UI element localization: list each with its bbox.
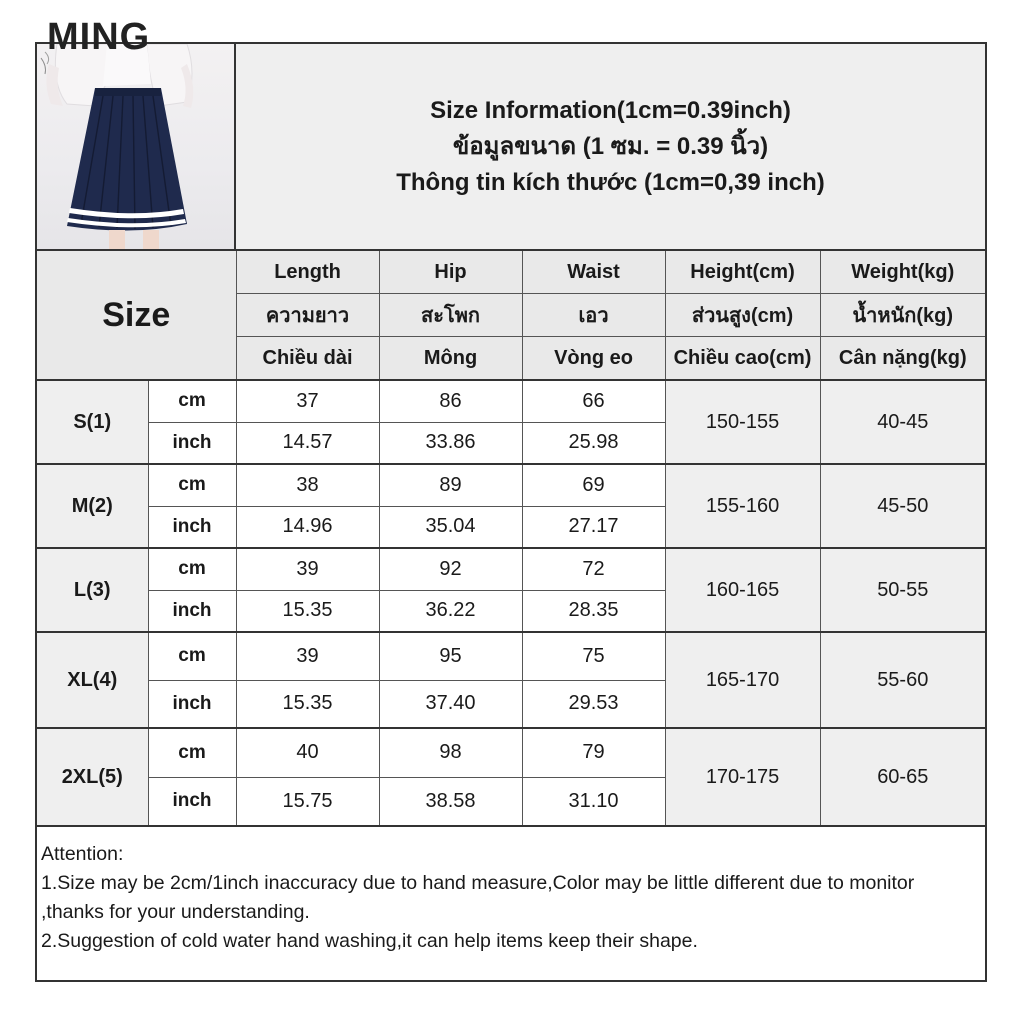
height-range: 170-175 [665, 728, 820, 826]
header-length-vietnamese: Chiều dài [236, 337, 379, 381]
length-cm: 40 [236, 728, 379, 777]
header-weight-thai: น้ำหนัก(kg) [820, 294, 985, 337]
weight-range: 55-60 [820, 632, 985, 728]
header-waist-vietnamese: Vòng eo [522, 337, 665, 381]
length-cm: 39 [236, 632, 379, 680]
header-hip: Hip [379, 251, 522, 294]
height-range: 150-155 [665, 380, 820, 464]
attention-note-1: 1.Size may be 2cm/1inch inaccuracy due to hand measure,Color may be little different due to monitor ,thanks for your understanding. [41, 872, 915, 923]
hip-cm: 95 [379, 632, 522, 680]
header-waist: Waist [522, 251, 665, 294]
table-row [37, 380, 985, 422]
hip-inch: 33.86 [379, 422, 522, 464]
length-cm: 38 [236, 464, 379, 506]
unit-cm: cm [148, 728, 236, 777]
size-column-header: Size [37, 251, 236, 380]
hip-inch: 37.40 [379, 680, 522, 728]
table-row [37, 548, 985, 590]
table-row [37, 464, 985, 506]
title-english: Size Information(1cm=0.39inch) [430, 96, 791, 124]
unit-cm: cm [148, 464, 236, 506]
waist-inch: 31.10 [522, 777, 665, 826]
unit-inch: inch [148, 777, 236, 826]
header-height: Height(cm) [665, 251, 820, 294]
unit-cm: cm [148, 548, 236, 590]
length-inch: 14.57 [236, 422, 379, 464]
table-row [37, 728, 985, 777]
product-photo [37, 44, 236, 249]
size-chart-sheet [35, 42, 987, 982]
length-inch: 15.35 [236, 590, 379, 632]
header-height-vietnamese: Chiều cao(cm) [665, 337, 820, 381]
header-weight: Weight(kg) [820, 251, 985, 294]
header-length: Length [236, 251, 379, 294]
unit-inch: inch [148, 506, 236, 548]
unit-inch: inch [148, 680, 236, 728]
title-vietnamese: Thông tin kích thước (1cm=0,39 inch) [396, 168, 825, 196]
header-weight-vietnamese: Cân nặng(kg) [820, 337, 985, 381]
weight-range: 40-45 [820, 380, 985, 464]
waist-inch: 29.53 [522, 680, 665, 728]
height-range: 160-165 [665, 548, 820, 632]
header-row-english [37, 251, 985, 294]
length-cm: 37 [236, 380, 379, 422]
height-range: 165-170 [665, 632, 820, 728]
header-waist-thai: เอว [522, 294, 665, 337]
attention-note-2: 2.Suggestion of cold water hand washing,it can help items keep their shape. [41, 930, 698, 952]
title-thai: ข้อมูลขนาด (1 ซม. = 0.39 นิ้ว) [452, 132, 769, 160]
waist-cm: 69 [522, 464, 665, 506]
size-label-2xl: 2XL(5) [37, 728, 148, 826]
attention-notes [41, 840, 981, 956]
size-label-xl: XL(4) [37, 632, 148, 728]
size-table [37, 251, 985, 827]
size-label-s: S(1) [37, 380, 148, 464]
header-height-thai: ส่วนสูง(cm) [665, 294, 820, 337]
attention-heading: Attention: [41, 843, 124, 865]
table-row [37, 632, 985, 680]
header-length-thai: ความยาว [236, 294, 379, 337]
unit-inch: inch [148, 590, 236, 632]
size-label-m: M(2) [37, 464, 148, 548]
waist-cm: 72 [522, 548, 665, 590]
hip-cm: 92 [379, 548, 522, 590]
header-hip-thai: สะโพก [379, 294, 522, 337]
height-range: 155-160 [665, 464, 820, 548]
waist-inch: 27.17 [522, 506, 665, 548]
weight-range: 50-55 [820, 548, 985, 632]
pleated-skirt-image [37, 44, 236, 249]
hip-cm: 89 [379, 464, 522, 506]
waist-cm: 66 [522, 380, 665, 422]
weight-range: 45-50 [820, 464, 985, 548]
hip-inch: 35.04 [379, 506, 522, 548]
hip-cm: 86 [379, 380, 522, 422]
size-label-l: L(3) [37, 548, 148, 632]
brand-logo-text: MING [47, 16, 151, 58]
unit-inch: inch [148, 422, 236, 464]
length-inch: 14.96 [236, 506, 379, 548]
length-cm: 39 [236, 548, 379, 590]
waist-cm: 79 [522, 728, 665, 777]
header-hip-vietnamese: Mông [379, 337, 522, 381]
waist-cm: 75 [522, 632, 665, 680]
waist-inch: 25.98 [522, 422, 665, 464]
unit-cm: cm [148, 380, 236, 422]
hip-inch: 36.22 [379, 590, 522, 632]
weight-range: 60-65 [820, 728, 985, 826]
size-info-title-block [236, 44, 985, 249]
hip-cm: 98 [379, 728, 522, 777]
unit-cm: cm [148, 632, 236, 680]
hip-inch: 38.58 [379, 777, 522, 826]
length-inch: 15.75 [236, 777, 379, 826]
length-inch: 15.35 [236, 680, 379, 728]
waist-inch: 28.35 [522, 590, 665, 632]
